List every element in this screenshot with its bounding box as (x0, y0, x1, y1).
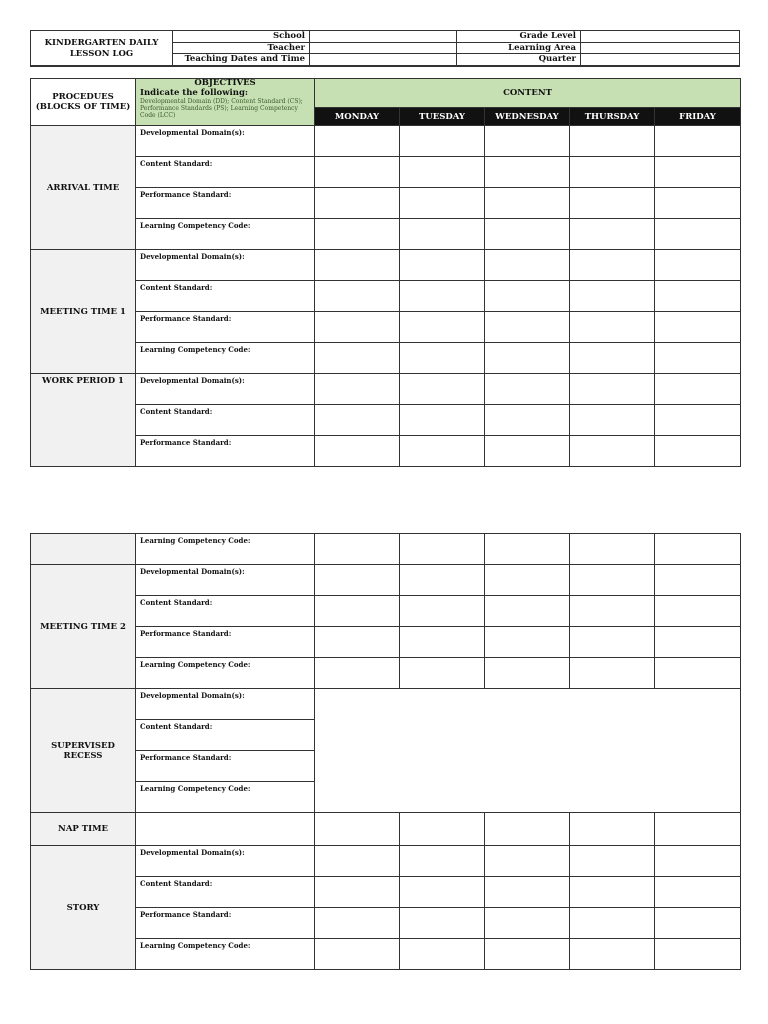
objective-lcc: Learning Competency Code: (136, 939, 315, 970)
content-cell[interactable] (400, 534, 485, 565)
content-cell[interactable] (315, 126, 400, 157)
content-cell[interactable] (485, 658, 570, 689)
header-table (30, 30, 740, 67)
content-cell[interactable] (570, 565, 655, 596)
content-cell[interactable] (315, 565, 400, 596)
content-cell[interactable] (315, 374, 400, 405)
content-cell[interactable] (400, 658, 485, 689)
content-cell[interactable] (570, 596, 655, 627)
content-cell[interactable] (400, 250, 485, 281)
objective-cs: Content Standard: (136, 281, 315, 312)
grade-level-field[interactable] (581, 31, 739, 43)
content-cell[interactable] (315, 436, 400, 467)
recess-merged-content[interactable] (315, 689, 741, 813)
content-cell[interactable] (315, 627, 400, 658)
content-cell[interactable] (655, 157, 741, 188)
objective-ps: Performance Standard: (136, 908, 315, 939)
quarter-field[interactable] (581, 54, 739, 66)
content-cell[interactable] (400, 596, 485, 627)
content-cell[interactable] (485, 596, 570, 627)
content-cell[interactable] (485, 157, 570, 188)
content-cell[interactable] (485, 877, 570, 908)
content-cell[interactable] (485, 374, 570, 405)
content-cell[interactable] (485, 908, 570, 939)
content-cell[interactable] (315, 188, 400, 219)
content-cell[interactable] (400, 565, 485, 596)
content-cell[interactable] (315, 312, 400, 343)
content-cell[interactable] (570, 343, 655, 374)
content-cell[interactable] (570, 312, 655, 343)
content-cell[interactable] (485, 627, 570, 658)
objective-lcc: Learning Competency Code: (136, 782, 315, 813)
content-cell[interactable] (655, 813, 741, 846)
learning-area-label: Learning Area (457, 43, 581, 54)
objective-dd: Developmental Domain(s): (136, 374, 315, 405)
objective-dd: Developmental Domain(s): (136, 250, 315, 281)
content-cell[interactable] (655, 658, 741, 689)
objective-ps: Performance Standard: (136, 627, 315, 658)
objective-ps: Performance Standard: (136, 436, 315, 467)
objective-ps: Performance Standard: (136, 751, 315, 782)
content-cell[interactable] (400, 877, 485, 908)
content-cell[interactable] (655, 534, 741, 565)
content-cell[interactable] (655, 250, 741, 281)
content-cell[interactable] (315, 596, 400, 627)
objective-dd: Developmental Domain(s): (136, 689, 315, 720)
content-cell[interactable] (655, 596, 741, 627)
content-cell[interactable] (315, 219, 400, 250)
content-cell[interactable] (655, 565, 741, 596)
content-cell[interactable] (485, 219, 570, 250)
content-cell[interactable] (315, 813, 400, 846)
teacher-label: Teacher (173, 43, 310, 54)
content-cell[interactable] (655, 627, 741, 658)
day-tuesday: TUESDAY (400, 108, 485, 126)
content-cell[interactable] (655, 846, 741, 877)
content-cell[interactable] (400, 343, 485, 374)
content-cell[interactable] (400, 219, 485, 250)
content-cell[interactable] (315, 250, 400, 281)
content-cell[interactable] (400, 405, 485, 436)
content-cell[interactable] (570, 658, 655, 689)
content-cell[interactable] (485, 250, 570, 281)
content-cell[interactable] (400, 813, 485, 846)
content-cell[interactable] (570, 846, 655, 877)
objective-cs: Content Standard: (136, 596, 315, 627)
school-field[interactable] (310, 31, 457, 43)
content-cell[interactable] (655, 939, 741, 970)
content-cell[interactable] (655, 219, 741, 250)
day-friday: FRIDAY (655, 108, 741, 126)
content-cell[interactable] (485, 281, 570, 312)
content-cell[interactable] (655, 908, 741, 939)
content-cell[interactable] (655, 374, 741, 405)
content-cell[interactable] (485, 813, 570, 846)
objective-dd: Developmental Domain(s): (136, 565, 315, 596)
lesson-table-part-2 (30, 533, 741, 970)
grade-level-label: Grade Level (457, 31, 581, 43)
content-cell[interactable] (570, 250, 655, 281)
content-header: CONTENT (315, 79, 741, 108)
content-cell[interactable] (400, 188, 485, 219)
content-cell[interactable] (655, 877, 741, 908)
content-cell[interactable] (570, 813, 655, 846)
content-cell[interactable] (485, 188, 570, 219)
block-meeting-time-1: MEETING TIME 1 (31, 250, 136, 374)
content-cell[interactable] (315, 939, 400, 970)
quarter-label: Quarter (457, 54, 581, 66)
content-cell[interactable] (570, 534, 655, 565)
objective-dd: Developmental Domain(s): (136, 126, 315, 157)
content-cell[interactable] (570, 126, 655, 157)
objective-dd: Developmental Domain(s): (136, 846, 315, 877)
content-cell[interactable] (570, 908, 655, 939)
content-cell[interactable] (315, 405, 400, 436)
content-cell[interactable] (655, 188, 741, 219)
content-cell[interactable] (400, 939, 485, 970)
log-title: KINDERGARTEN DAILY LESSON LOG (31, 31, 173, 66)
day-wednesday: WEDNESDAY (485, 108, 570, 126)
content-cell[interactable] (315, 658, 400, 689)
content-cell[interactable] (570, 627, 655, 658)
objective-cs: Content Standard: (136, 157, 315, 188)
content-cell[interactable] (570, 436, 655, 467)
content-cell[interactable] (655, 281, 741, 312)
content-cell[interactable] (570, 219, 655, 250)
content-cell[interactable] (485, 343, 570, 374)
day-monday: MONDAY (315, 108, 400, 126)
learning-area-field[interactable] (581, 43, 739, 54)
content-cell[interactable] (485, 939, 570, 970)
content-cell[interactable] (655, 343, 741, 374)
content-cell[interactable] (400, 281, 485, 312)
content-cell[interactable] (485, 405, 570, 436)
content-cell[interactable] (655, 436, 741, 467)
objective-cs: Content Standard: (136, 405, 315, 436)
content-cell[interactable] (655, 405, 741, 436)
procedures-header: PROCEDUES (BLOCKS OF TIME) (31, 79, 136, 126)
content-cell[interactable] (400, 126, 485, 157)
content-cell[interactable] (400, 157, 485, 188)
school-label: School (173, 31, 310, 43)
content-cell[interactable] (400, 846, 485, 877)
content-cell[interactable] (485, 846, 570, 877)
block-work-period-1-continued (31, 534, 136, 565)
content-cell[interactable] (400, 627, 485, 658)
content-cell[interactable] (485, 126, 570, 157)
content-cell[interactable] (400, 908, 485, 939)
objective-cs: Content Standard: (136, 877, 315, 908)
block-meeting-time-2: MEETING TIME 2 (31, 565, 136, 689)
content-cell[interactable] (570, 188, 655, 219)
content-cell[interactable] (485, 436, 570, 467)
objective-cs: Content Standard: (136, 720, 315, 751)
content-cell[interactable] (315, 157, 400, 188)
content-cell[interactable] (570, 405, 655, 436)
content-cell[interactable] (315, 877, 400, 908)
block-work-period-1: WORK PERIOD 1 (31, 374, 136, 467)
objective-ps: Performance Standard: (136, 188, 315, 219)
objective-lcc: Learning Competency Code: (136, 219, 315, 250)
objective-lcc: Learning Competency Code: (136, 534, 315, 565)
content-cell[interactable] (655, 126, 741, 157)
teaching-dates-field[interactable] (310, 54, 457, 66)
objectives-title: OBJECTIVES (194, 78, 256, 88)
objective-ps: Performance Standard: (136, 312, 315, 343)
indicate-label: Indicate the following: (140, 88, 249, 98)
content-cell[interactable] (570, 157, 655, 188)
block-supervised-recess: SUPERVISED RECESS (31, 689, 136, 813)
content-cell[interactable] (485, 565, 570, 596)
content-cell[interactable] (400, 312, 485, 343)
objective-lcc: Learning Competency Code: (136, 343, 315, 374)
teaching-dates-label: Teaching Dates and Time (173, 54, 310, 66)
objectives-header (136, 79, 315, 126)
teacher-field[interactable] (310, 43, 457, 54)
content-cell[interactable] (315, 281, 400, 312)
content-cell[interactable] (570, 281, 655, 312)
objective-lcc: Learning Competency Code: (136, 658, 315, 689)
content-cell[interactable] (570, 374, 655, 405)
content-cell[interactable] (570, 939, 655, 970)
content-cell[interactable] (400, 436, 485, 467)
content-cell[interactable] (485, 312, 570, 343)
content-cell[interactable] (315, 908, 400, 939)
nap-objective-cell[interactable] (136, 813, 315, 846)
content-cell[interactable] (315, 534, 400, 565)
block-story: STORY (31, 846, 136, 970)
content-cell[interactable] (315, 846, 400, 877)
content-cell[interactable] (315, 343, 400, 374)
lesson-table-part-1 (30, 78, 741, 467)
content-cell[interactable] (570, 877, 655, 908)
content-cell[interactable] (485, 534, 570, 565)
content-cell[interactable] (400, 374, 485, 405)
block-nap-time: NAP TIME (31, 813, 136, 846)
block-arrival-time: ARRIVAL TIME (31, 126, 136, 250)
content-cell[interactable] (655, 312, 741, 343)
day-thursday: THURSDAY (570, 108, 655, 126)
indicate-detail: Developmental Domain (DD); Content Standard (CS); Performance Standards (PS); Learning Competency Code (LCC) (140, 98, 303, 119)
